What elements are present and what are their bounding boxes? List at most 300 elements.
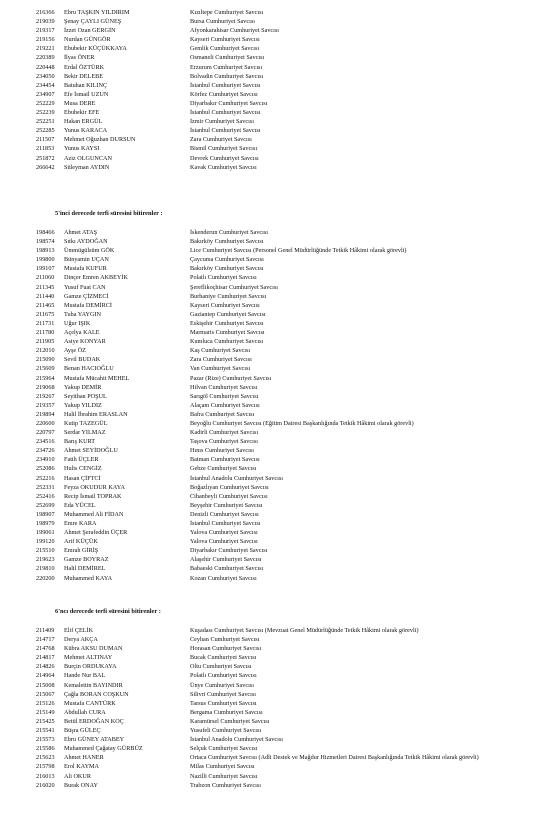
- sicil-number: 215126: [36, 699, 55, 707]
- list-row: [0, 699, 533, 708]
- sicil-number: 252285: [36, 127, 55, 135]
- sicil-number: 252216: [36, 474, 55, 482]
- sicil-number: 214817: [36, 654, 55, 662]
- person-name: Halil DEMİREL: [64, 565, 106, 573]
- sicil-number: 252086: [36, 465, 55, 473]
- list-row: [0, 255, 533, 264]
- position-title: Bursa Cumhuriyet Savcısı: [190, 18, 255, 26]
- sicil-number: 219810: [36, 565, 55, 573]
- person-name: Çağla BORAN COŞKUN: [64, 690, 129, 698]
- sicil-number: 215510: [36, 547, 55, 555]
- person-name: Yunus KAYSI: [64, 145, 100, 153]
- person-name: Emre KARA: [64, 520, 97, 527]
- sicil-number: 198466: [36, 229, 55, 236]
- position-title: Cihanbeyli Cumhuriyet Savcısı: [190, 492, 268, 500]
- sicil-number: 220600: [36, 419, 55, 427]
- list-row: [0, 644, 533, 653]
- person-name: Süleyman AYDIN: [64, 163, 110, 171]
- list-row: [0, 126, 533, 135]
- position-title: Kayseri Cumhuriyet Savcısı: [190, 36, 260, 44]
- position-title: Nazilli Cumhuriyet Savcısı: [190, 772, 258, 780]
- person-name: Hasan ÇİFTCİ: [64, 474, 101, 482]
- person-name: Kübra AKSU DUMAN: [64, 645, 123, 653]
- sicil-number: 199061: [36, 529, 55, 537]
- sicil-number: 220797: [36, 429, 55, 437]
- sicil-number: 251872: [36, 154, 55, 162]
- position-title: Kuşadası Cumhuriyet Savcısı (Mevzuat Genel Müdürlüğünde Tetkik Hâkimi olarak görevli): [190, 627, 419, 634]
- sicil-number: 215008: [36, 681, 55, 689]
- list-row: [0, 626, 533, 635]
- person-name: Betül ERDOĞAN KOÇ: [64, 717, 124, 725]
- position-title: Alaçam Cumhuriyet Savcısı: [190, 401, 260, 409]
- person-name: Mustafa Mücahit MEHEL: [64, 374, 130, 382]
- list-row: [0, 246, 533, 255]
- person-name: Recip İsmail TOPRAK: [64, 492, 122, 500]
- section-continued-list: [0, 8, 533, 172]
- list-row: [0, 574, 533, 583]
- person-name: Benan HACIOĞLU: [64, 365, 114, 373]
- person-name: Ayşe ÖZ: [64, 347, 86, 355]
- position-title: Yalova Cumhuriyet Savcısı: [190, 538, 258, 546]
- position-title: Milas Cumhuriyet Savcısı: [190, 763, 255, 771]
- list-row: [0, 90, 533, 99]
- sicil-number: 234516: [36, 438, 55, 446]
- position-title: Silivri Cumhuriyet Savcısı: [190, 690, 256, 698]
- position-title: Polatlı Cumhuriyet Savcısı: [190, 672, 257, 680]
- sicil-number: 199107: [36, 265, 55, 273]
- position-title: Çaycuma Cumhuriyet Savcısı: [190, 256, 264, 264]
- person-name: Bünyamin UÇAN: [64, 256, 109, 264]
- position-title: Yalova Cumhuriyet Savcısı: [190, 529, 258, 537]
- position-title: Ünye Cumhuriyet Savcısı: [190, 681, 254, 689]
- sicil-number: 215090: [36, 356, 55, 364]
- person-name: Erdal ÖZTÜRK: [64, 63, 105, 71]
- list-row: [0, 662, 533, 671]
- position-title: Bergama Cumhuriyet Savcısı: [190, 708, 263, 716]
- position-title: Afyonkarahisar Cumhuriyet Savcısı: [190, 27, 280, 35]
- list-row: [0, 671, 533, 680]
- person-name: Bekir DELEBE: [64, 72, 104, 80]
- list-row: [0, 283, 533, 292]
- list-row: [0, 762, 533, 771]
- person-name: Ebru TAŞKIN YILDIRIM: [64, 9, 130, 16]
- person-name: Mehmet Oğuzhan DURSUN: [64, 136, 136, 144]
- list-row: [0, 72, 533, 81]
- position-title: Kozan Cumhuriyet Savcısı: [190, 574, 257, 582]
- person-name: Mehmet ALTINAY: [64, 654, 113, 662]
- sicil-number: 219039: [36, 18, 55, 26]
- sicil-number: 214964: [36, 672, 55, 680]
- sicil-number: 212010: [36, 347, 55, 355]
- sicil-number: 198574: [36, 238, 55, 246]
- person-name: Tuba YAYGIN: [64, 310, 101, 318]
- list-row: [0, 690, 533, 699]
- sicil-number: 211507: [36, 136, 55, 144]
- list-row: [0, 392, 533, 401]
- list-row: [0, 337, 533, 346]
- position-title: Bolvadin Cumhuriyet Savcısı: [190, 72, 264, 80]
- person-name: Burçin ORDUKAYA: [64, 663, 117, 671]
- person-name: Ebubekir KÜÇÜKKAYA: [64, 45, 127, 53]
- section-heading-grade-5: 5'inci derecede terfi süresini bitirenler :: [55, 210, 163, 217]
- position-title: Yusufeli Cumhuriyet Savcısı: [190, 727, 262, 735]
- person-name: Arif KÜÇÜK: [64, 538, 98, 546]
- person-name: Ahmet SEYİDOĞLU: [64, 447, 118, 455]
- position-title: Gemlik Cumhuriyet Savcısı: [190, 45, 260, 53]
- person-name: Kemalettin BAYINDIR: [64, 681, 123, 689]
- position-title: Ceyhan Cumhuriyet Savcısı: [190, 636, 260, 644]
- position-title: Horasan Cumhuriyet Savcısı: [190, 645, 262, 653]
- person-name: Mustafa CANTÜRK: [64, 699, 116, 707]
- position-title: Gaziantep Cumhuriyet Savcısı: [190, 310, 266, 318]
- list-row: [0, 464, 533, 473]
- sicil-number: 215964: [36, 374, 55, 382]
- position-title: Trabzon Cumhuriyet Savcısı: [190, 781, 261, 789]
- position-title: Erzurum Cumhuriyet Savcısı: [190, 63, 263, 71]
- person-name: Ebru GÜNEY ATABEY: [64, 736, 125, 744]
- position-title: Bakırköy Cumhuriyet Savcısı: [190, 238, 264, 246]
- sicil-number: 215586: [36, 745, 55, 753]
- section-heading-grade-6: 6'ncı derecede terfi süresini bitirenler :: [55, 608, 161, 615]
- list-row: [0, 117, 533, 126]
- position-title: Beyşehir Cumhuriyet Savcısı: [190, 501, 263, 509]
- sicil-number: 198913: [36, 247, 55, 255]
- sicil-number: 211853: [36, 145, 55, 153]
- sicil-number: 199800: [36, 256, 55, 264]
- position-title: Diyarbakır Cumhuriyet Savcısı: [190, 99, 268, 107]
- position-title: Tarsus Cumhuriyet Savcısı: [190, 699, 257, 707]
- sicil-number: 215798: [36, 763, 55, 771]
- position-title: Hilvan Cumhuriyet Savcısı: [190, 383, 258, 391]
- sicil-number: 216366: [36, 9, 55, 16]
- list-row: [0, 428, 533, 437]
- list-row: [0, 81, 533, 90]
- sicil-number: 219156: [36, 36, 55, 44]
- person-name: Mustafa KUFUR: [64, 265, 107, 273]
- list-row: [0, 355, 533, 364]
- list-row: [0, 17, 533, 26]
- list-row: [0, 401, 533, 410]
- sicil-number: 215067: [36, 690, 55, 698]
- list-row: [0, 753, 533, 762]
- list-row: [0, 63, 533, 72]
- person-name: Ebubekir EFE: [64, 109, 100, 117]
- position-title: Boğazlıyan Cumhuriyet Savcısı: [190, 483, 269, 491]
- list-row: [0, 546, 533, 555]
- sicil-number: 220389: [36, 54, 55, 62]
- sicil-number: 252699: [36, 501, 55, 509]
- person-name: Sevil BUDAK: [64, 356, 101, 364]
- position-title: İstanbul Anadolu Cumhuriyet Savcısı: [190, 474, 283, 482]
- sicil-number: 214826: [36, 663, 55, 671]
- list-row: [0, 564, 533, 573]
- person-name: Derya AKÇA: [64, 636, 98, 644]
- list-row: [0, 99, 533, 108]
- sicil-number: 214768: [36, 645, 55, 653]
- position-title: Diyarbakır Cumhuriyet Savcısı: [190, 547, 268, 555]
- position-title: Bucak Cumhuriyet Savcısı: [190, 654, 257, 662]
- position-title: İstanbul Cumhuriyet Savcısı: [190, 127, 261, 135]
- position-title: İstanbul Cumhuriyet Savcısı: [190, 109, 261, 117]
- position-title: Lice Cumhuriyet Savcısı (Personel Genel Müdürlüğünde Tetkik Hâkimi olarak görevli): [190, 247, 407, 255]
- position-title: Devrek Cumhuriyet Savcısı: [190, 154, 259, 162]
- list-row: [0, 501, 533, 510]
- list-row: [0, 446, 533, 455]
- list-row: [0, 635, 533, 644]
- position-title: İstanbul Cumhuriyet Savcısı: [190, 520, 261, 527]
- position-title: Kadirli Cumhuriyet Savcısı: [190, 429, 259, 437]
- person-name: Asiye KONYAR: [64, 338, 106, 346]
- list-row: [0, 653, 533, 662]
- sicil-number: 215541: [36, 727, 55, 735]
- person-name: Muhammed KAYA: [64, 574, 113, 582]
- sicil-number: 219068: [36, 383, 55, 391]
- position-title: Van Cumhuriyet Savcısı: [190, 365, 251, 373]
- sicil-number: 215573: [36, 736, 55, 744]
- person-name: İzzet Ozan GERGİN: [64, 27, 116, 35]
- position-title: Oltu Cumhuriyet Savcısı: [190, 663, 252, 671]
- sicil-number: 220200: [36, 574, 55, 582]
- person-name: Emrah GİRİŞ: [64, 547, 99, 555]
- person-name: Dinçer Emren AKBEYİK: [64, 274, 128, 282]
- person-name: Sıtkı AYDOĞAN: [64, 238, 108, 246]
- list-row: [0, 410, 533, 419]
- position-title: Bakırköy Cumhuriyet Savcısı: [190, 265, 264, 273]
- position-title: Bismil Cumhuriyet Savcısı: [190, 145, 258, 153]
- list-row: [0, 510, 533, 519]
- sicil-number: 211060: [36, 274, 55, 282]
- list-row: [0, 537, 533, 546]
- list-row: [0, 53, 533, 62]
- person-name: Yakup YILDIZ: [64, 401, 102, 409]
- person-name: Ümmügülsüm GÖK: [64, 247, 115, 255]
- list-row: [0, 264, 533, 273]
- position-title: İskenderun Cumhuriyet Savcısı: [190, 229, 269, 236]
- person-name: İlyas ÖNER: [64, 54, 95, 62]
- list-row: [0, 228, 533, 237]
- person-name: Ahmet Şerafeddin ÜÇER: [64, 529, 128, 537]
- position-title: Kavak Cumhuriyet Savcısı: [190, 163, 257, 171]
- position-title: Kayseri Cumhuriyet Savcısı: [190, 301, 260, 309]
- sicil-number: 266642: [36, 163, 55, 171]
- list-row: [0, 273, 533, 282]
- list-row: [0, 474, 533, 483]
- person-name: Nurdan GÜNGÖR: [64, 36, 111, 44]
- sicil-number: 219623: [36, 556, 55, 564]
- person-name: Ali OKUR: [64, 772, 91, 780]
- sicil-number: 211345: [36, 283, 55, 291]
- list-row: [0, 154, 533, 163]
- person-name: Muhammed Ali FİDAN: [64, 510, 124, 518]
- person-name: Büşra GÜLEÇ: [64, 727, 101, 735]
- list-row: [0, 717, 533, 726]
- person-name: Gamze ÇİZMECİ: [64, 292, 109, 300]
- person-name: Şenay ÇAYLI GÜNEŞ: [64, 18, 122, 26]
- person-name: Mustafa DEMİRCİ: [64, 301, 112, 309]
- list-row: [0, 35, 533, 44]
- person-name: Seyithan POŞUL: [64, 392, 107, 400]
- person-name: Barış KURT: [64, 438, 96, 446]
- person-name: Hulis CENGİZ: [64, 465, 102, 473]
- list-row: [0, 726, 533, 735]
- position-title: Batman Cumhuriyet Savcısı: [190, 456, 260, 464]
- list-row: [0, 708, 533, 717]
- person-name: Musa DERE: [64, 99, 96, 107]
- person-name: Hande Nur BAL: [64, 672, 106, 680]
- sicil-number: 216020: [36, 781, 55, 789]
- list-row: [0, 781, 533, 790]
- sicil-number: 198907: [36, 510, 55, 518]
- list-row: [0, 492, 533, 501]
- person-name: Burak ONAY: [64, 781, 98, 789]
- sicil-number: 215425: [36, 717, 55, 725]
- person-name: Yunus KARACA: [64, 127, 108, 135]
- list-row: [0, 301, 533, 310]
- sicil-number: 252239: [36, 109, 55, 117]
- sicil-number: 220448: [36, 63, 55, 71]
- person-name: Ahmet HANER: [64, 754, 104, 762]
- position-title: Gebze Cumhuriyet Savcısı: [190, 465, 257, 473]
- list-row: [0, 555, 533, 564]
- position-title: Selçuk Cumhuriyet Savcısı: [190, 745, 258, 753]
- sicil-number: 252331: [36, 483, 55, 491]
- person-name: Serdar YILMAZ: [64, 429, 106, 437]
- person-name: Uğur IŞIK: [64, 319, 91, 327]
- list-row: [0, 772, 533, 781]
- person-name: Aziz OLGUNCAN: [64, 154, 112, 162]
- position-title: Ortaca Cumhuriyet Savcısı (Adli Destek ve Mağdur Hizmetleri Dairesi Başkanlığında Tetkik Hâkimi olarak görevli): [190, 754, 479, 762]
- position-title: Kızıltepe Cumhuriyet Savcısı: [190, 9, 264, 16]
- person-name: Fatih ÜÇLER: [64, 456, 99, 464]
- list-row: [0, 292, 533, 301]
- position-title: Taşova Cumhuriyet Savcısı: [190, 438, 258, 446]
- list-row: [0, 528, 533, 537]
- person-name: Erol KAYMA: [64, 763, 100, 771]
- person-name: Batuhan KILINÇ: [64, 81, 108, 89]
- list-row: [0, 319, 533, 328]
- sicil-number: 234907: [36, 90, 55, 98]
- list-row: [0, 455, 533, 464]
- list-row: [0, 310, 533, 319]
- position-title: Bafra Cumhuriyet Savcısı: [190, 410, 255, 418]
- sicil-number: 252251: [36, 118, 55, 126]
- list-row: [0, 383, 533, 392]
- person-name: Açelya KALE: [64, 329, 100, 337]
- sicil-number: 234726: [36, 447, 55, 455]
- sicil-number: 211465: [36, 301, 55, 309]
- sicil-number: 234454: [36, 81, 55, 89]
- list-row: [0, 8, 533, 17]
- list-row: [0, 163, 533, 172]
- sicil-number: 198979: [36, 520, 55, 527]
- position-title: Şereflikoçhisar Cumhuriyet Savcısı: [190, 283, 278, 291]
- list-row: [0, 519, 533, 528]
- position-title: İstanbul Anadolu Cumhuriyet Savcısı: [190, 736, 283, 744]
- person-name: Gamze BOYRAZ: [64, 556, 109, 564]
- list-row: [0, 735, 533, 744]
- sicil-number: 211675: [36, 310, 55, 318]
- list-row: [0, 237, 533, 246]
- position-title: Körfez Cumhuriyet Savcısı: [190, 90, 258, 98]
- list-row: [0, 135, 533, 144]
- section-grade-5-list: [0, 228, 533, 583]
- sicil-number: 215149: [36, 708, 55, 716]
- person-name: Elif ÇELİK: [64, 627, 94, 634]
- position-title: Karamürsel Cumhuriyet Savcısı: [190, 717, 270, 725]
- section-grade-6-list: [0, 626, 533, 790]
- list-row: [0, 437, 533, 446]
- position-title: Burhaniye Cumhuriyet Savcısı: [190, 292, 267, 300]
- sicil-number: 252416: [36, 492, 55, 500]
- sicil-number: 211780: [36, 329, 55, 337]
- sicil-number: 199120: [36, 538, 55, 546]
- list-row: [0, 681, 533, 690]
- person-name: Kutip TAZEGÜL: [64, 419, 108, 427]
- list-row: [0, 44, 533, 53]
- sicil-number: 219894: [36, 410, 55, 418]
- sicil-number: 211731: [36, 319, 55, 327]
- position-title: Polatlı Cumhuriyet Savcısı: [190, 274, 257, 282]
- person-name: Hakan ERGÜL: [64, 118, 103, 126]
- person-name: Abdullah CURA: [64, 708, 106, 716]
- sicil-number: 219221: [36, 45, 55, 53]
- sicil-number: 211409: [36, 627, 55, 634]
- list-row: [0, 26, 533, 35]
- person-name: Efe İsmail UZUN: [64, 90, 109, 98]
- person-name: Halil İbrahim ERASLAN: [64, 410, 128, 418]
- list-row: [0, 483, 533, 492]
- sicil-number: 211440: [36, 292, 55, 300]
- sicil-number: 234910: [36, 456, 55, 464]
- sicil-number: 219267: [36, 392, 55, 400]
- list-row: [0, 744, 533, 753]
- list-row: [0, 346, 533, 355]
- sicil-number: 252229: [36, 99, 55, 107]
- sicil-number: 215609: [36, 365, 55, 373]
- sicil-number: 219317: [36, 27, 55, 35]
- position-title: Denizli Cumhuriyet Savcısı: [190, 510, 259, 518]
- list-row: [0, 419, 533, 428]
- list-row: [0, 328, 533, 337]
- person-name: Feyza OKUDUR KAYA: [64, 483, 125, 491]
- position-title: Beyoğlu Cumhuriyet Savcısı (Eğitim Dairesi Başkanlığında Tetkik Hâkimi olarak görevli): [190, 419, 414, 427]
- position-title: Babaeski Cumhuriyet Savcısı: [190, 565, 264, 573]
- person-name: Yusuf Fuat CAN: [64, 283, 106, 291]
- sicil-number: 219357: [36, 401, 55, 409]
- position-title: Zara Cumhuriyet Savcısı: [190, 136, 252, 144]
- sicil-number: 211905: [36, 338, 55, 346]
- position-title: Pazar (Rize) Cumhuriyet Savcısı: [190, 374, 272, 382]
- position-title: Zara Cumhuriyet Savcısı: [190, 356, 252, 364]
- position-title: Kaş Cumhuriyet Savcısı: [190, 347, 251, 355]
- position-title: Kumluca Cumhuriyet Savcısı: [190, 338, 264, 346]
- list-row: [0, 144, 533, 153]
- sicil-number: 216013: [36, 772, 55, 780]
- person-name: Ahmet ATAŞ: [64, 229, 98, 236]
- person-name: Yakup DEMİR: [64, 383, 102, 391]
- position-title: Hınıs Cumhuriyet Savcısı: [190, 447, 254, 455]
- person-name: Muhammed Çağatay GÜRBÜZ: [64, 745, 143, 753]
- position-title: İstanbul Cumhuriyet Savcısı: [190, 81, 261, 89]
- position-title: Osmaneli Cumhuriyet Savcısı: [190, 54, 265, 62]
- list-row: [0, 108, 533, 117]
- position-title: Eskişehir Cumhuriyet Savcısı: [190, 319, 264, 327]
- person-name: Eda YÜCEL: [64, 501, 96, 509]
- sicil-number: 215623: [36, 754, 55, 762]
- position-title: Alaşehir Cumhuriyet Savcısı: [190, 556, 262, 564]
- position-title: Sarıgöl Cumhuriyet Savcısı: [190, 392, 259, 400]
- list-row: [0, 364, 533, 373]
